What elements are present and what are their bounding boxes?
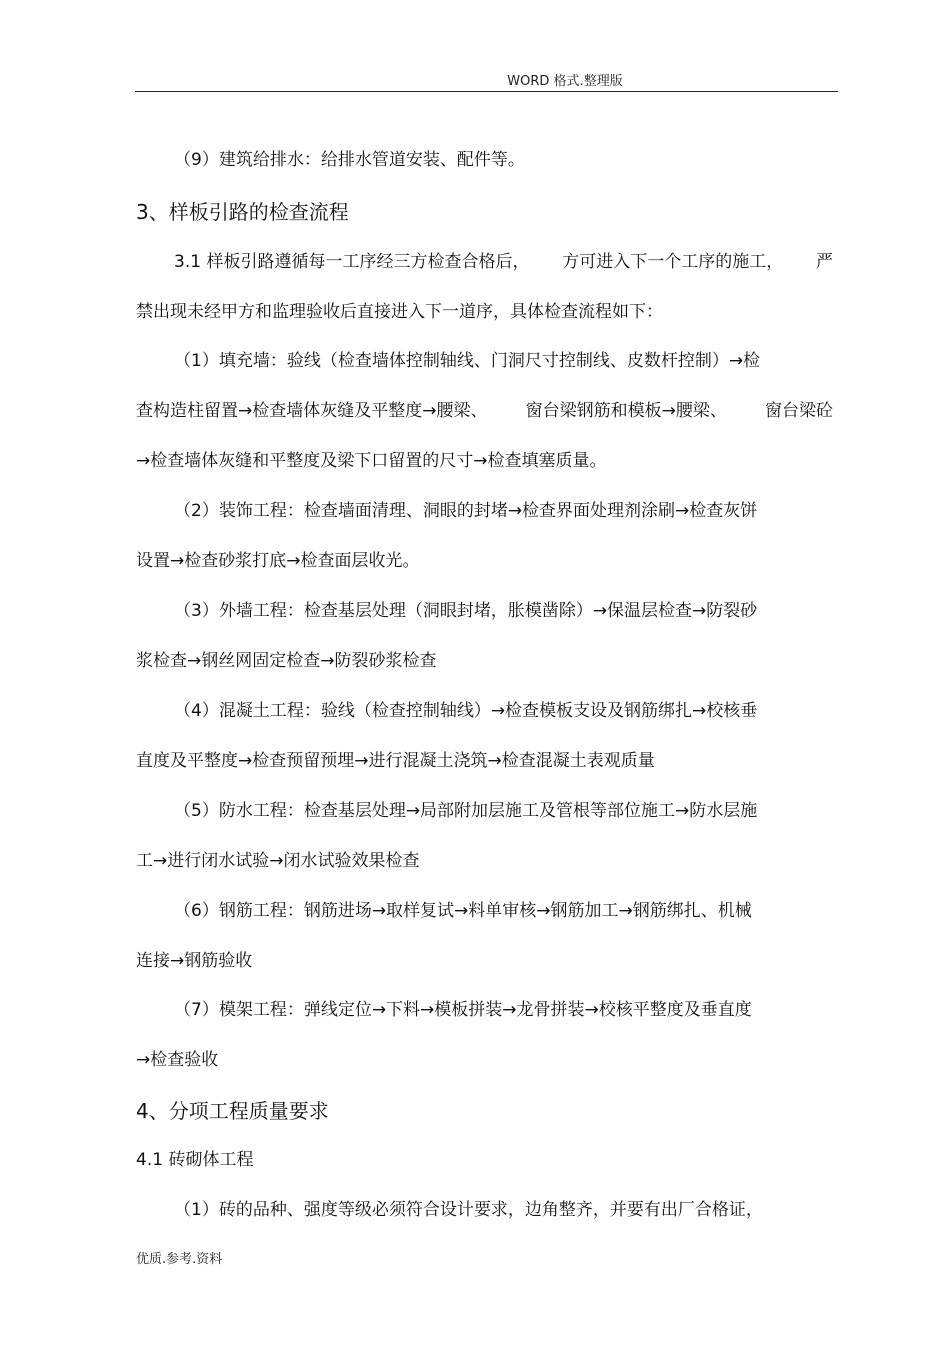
subsection-heading: 4.1 砖砌体工程 bbox=[136, 1150, 254, 1170]
text-segment: 3.1 样板引路遵循每一工序经三方检查合格后， bbox=[174, 252, 530, 272]
paragraph-line: 禁出现未经甲方和监理验收后直接进入下一道序，具体检查流程如下： bbox=[136, 302, 663, 322]
paragraph-line: →检查验收 bbox=[136, 1050, 219, 1070]
paragraph-line: 设置→检查砂浆打底→检查面层收光。 bbox=[136, 551, 420, 571]
text-segment: 严 bbox=[815, 252, 833, 272]
text-segment: 方可进入下一个工序的施工， bbox=[562, 252, 784, 272]
paragraph-line: 直度及平整度→检查预留预埋→进行混凝土浇筑→检查混凝土表观质量 bbox=[136, 751, 655, 771]
paragraph-line: 浆检查→钢丝网固定检查→防裂砂浆检查 bbox=[136, 651, 437, 671]
paragraph-line: （9）建筑给排水：给排水管道安装、配件等。 bbox=[174, 150, 525, 170]
page-footer-text: 优质.参考.资料 bbox=[136, 1252, 223, 1267]
paragraph-line: （5）防水工程：检查基层处理→局部附加层施工及管根等部位施工→防水层施 bbox=[174, 801, 758, 821]
page-header-title: WORD 格式.整理版 bbox=[507, 74, 623, 89]
paragraph-line bbox=[174, 250, 833, 274]
paragraph-line: （1）填充墙：验线（检查墙体控制轴线、门洞尺寸控制线、皮数杆控制）→检 bbox=[174, 351, 761, 371]
paragraph-line: 连接→钢筋验收 bbox=[136, 951, 253, 971]
paragraph-line: （3）外墙工程：检查基层处理（洞眼封堵，胀模凿除）→保温层检查→防裂砂 bbox=[174, 601, 758, 621]
paragraph-line: →检查墙体灰缝和平整度及梁下口留置的尺寸→检查填塞质量。 bbox=[136, 451, 607, 471]
paragraph-line bbox=[136, 399, 833, 423]
section-heading: 4、分项工程质量要求 bbox=[136, 1099, 329, 1123]
paragraph-line: （1）砖的品种、强度等级必须符合设计要求，边角整齐，并要有出厂合格证， bbox=[174, 1200, 763, 1220]
text-segment: 查构造柱留置→检查墙体灰缝及平整度→腰梁、 bbox=[136, 401, 488, 421]
paragraph-line: （2）装饰工程：检查墙面清理、洞眼的封堵→检查界面处理剂涂刷→检查灰饼 bbox=[174, 501, 758, 521]
header-divider bbox=[135, 91, 838, 92]
text-segment: 窗台梁钢筋和模板→腰梁、 bbox=[525, 401, 727, 421]
paragraph-line: 工→进行闭水试验→闭水试验效果检查 bbox=[136, 851, 420, 871]
paragraph-line: （6）钢筋工程：钢筋进场→取样复试→料单审核→钢筋加工→钢筋绑扎、机械 bbox=[174, 901, 752, 921]
section-heading: 3、样板引路的检查流程 bbox=[136, 200, 349, 224]
paragraph-line: （4）混凝土工程：验线（检查控制轴线）→检查模板支设及钢筋绑扎→校核垂 bbox=[174, 701, 758, 721]
paragraph-line: （7）模架工程：弹线定位→下料→模板拼装→龙骨拼装→校核平整度及垂直度 bbox=[174, 1000, 752, 1020]
text-segment: 窗台梁砼 bbox=[765, 401, 833, 421]
